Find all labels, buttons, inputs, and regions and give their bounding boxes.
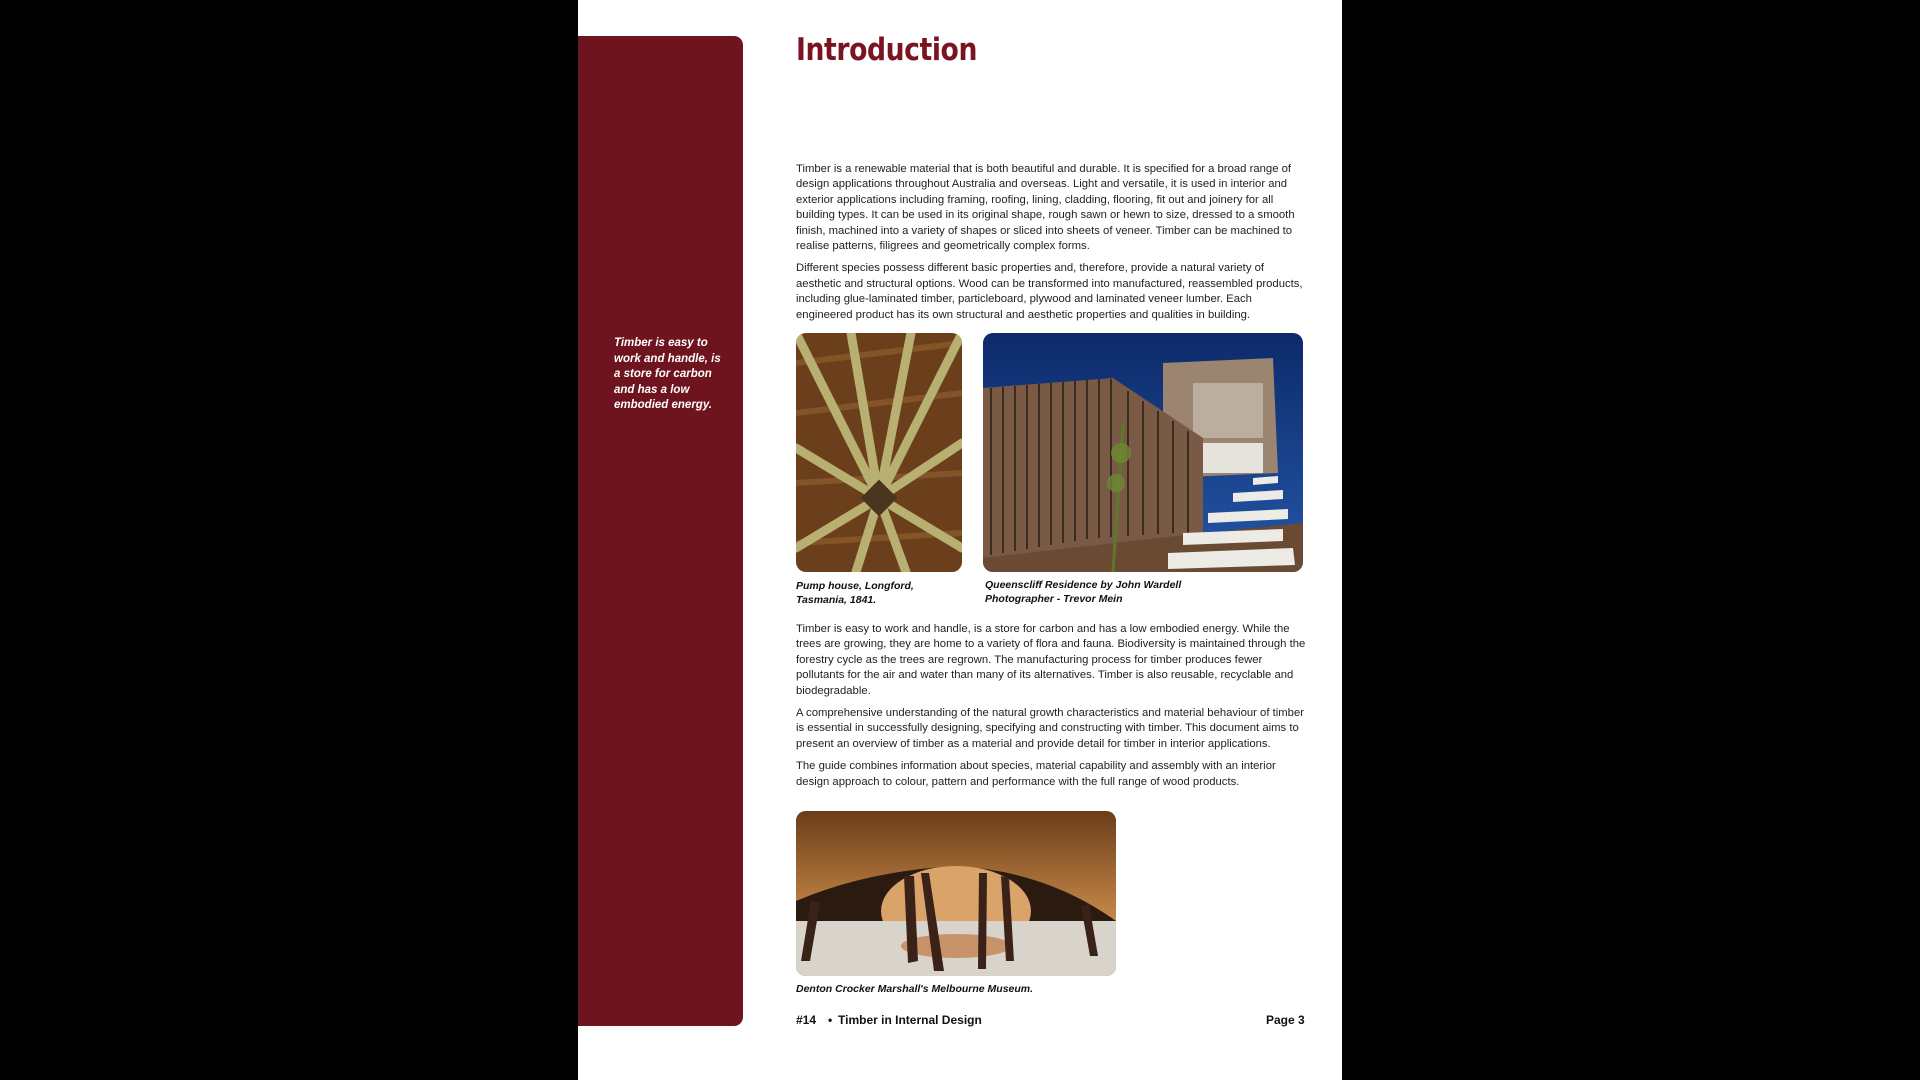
caption-line: Photographer - Trevor Mein [985, 593, 1123, 605]
pull-quote: Timber is easy to work and handle, is a store for carbon and has a low embodied energy. [614, 337, 721, 411]
sidebar-band [578, 36, 743, 1026]
caption-line: Queenscliff Residence by John Wardell [985, 579, 1182, 591]
page-title: Introduction [796, 32, 978, 68]
footer-bullet: • [828, 1013, 833, 1027]
figure-caption [985, 578, 1181, 606]
footer-publication: Timber in Internal Design [838, 1013, 982, 1027]
paragraph: The guide combines information about species, material capability and assembly with an interior design approach to colour, pattern and performance with the full range of wood products. [796, 760, 1276, 788]
queenscliff-residence-photo [983, 333, 1303, 572]
footer-issue: #14 [796, 1013, 817, 1027]
house-facade-image-icon [983, 333, 1303, 572]
intro-text-bottom [796, 622, 1306, 797]
paragraph: A comprehensive understanding of the natural growth characteristics and material behaviour of timber is essential in successfully designing, specifying and constructing with timber. This document aims to present an overview of timber as a material and provide detail for timber in interior applications. [796, 707, 1305, 750]
paragraph: Timber is a renewable material that is both beautiful and durable. It is specified for a broad range of design applications throughout Australia and overseas. Light and versatile, it is used in interior and exterior applications including framing, roofing, lining, cladding, flooring, fit out and joinery for all building types. It can be used in its original shape, rough sawn or hewn to size, dressed to a smooth finish, machined into a variety of shapes or sliced into sheets of veneer. Timber can be machined to realise patterns, filigrees and geometrically complex forms. [796, 163, 1295, 253]
caption-line: Pump house, Longford, [796, 580, 914, 592]
document-page [578, 0, 1342, 1080]
intro-text-top [796, 162, 1306, 330]
roof-beams-image-icon [796, 333, 962, 572]
footer-page-number: Page 3 [1266, 1013, 1305, 1027]
caption-line: Tasmania, 1841. [796, 594, 877, 606]
paragraph: Different species possess different basic properties and, therefore, provide a natural variety of aesthetic and structural options. Wood can be transformed into manufactured, reassembled products, including glue-laminated timber, particleboard, plywood and laminated veneer lumber. Each engineered product has its own structural and aesthetic properties and qualities in building. [796, 262, 1303, 321]
paragraph: Timber is easy to work and handle, is a store for carbon and has a low embodied energy. While the trees are growing, they are home to a variety of flora and fauna. Biodiversity is maintained through the forestry cycle as the trees are regrown. The manufacturing process for timber produces fewer pollutants for the air and water than many of its alternatives. Timber is also reusable, recyclable and biodegradable. [796, 623, 1306, 697]
figure-caption [796, 579, 914, 607]
figure-caption: Denton Crocker Marshall's Melbourne Museum. [796, 983, 1034, 995]
museum-interior-image-icon [796, 811, 1116, 976]
pump-house-photo [796, 333, 962, 572]
melbourne-museum-photo [796, 811, 1116, 976]
